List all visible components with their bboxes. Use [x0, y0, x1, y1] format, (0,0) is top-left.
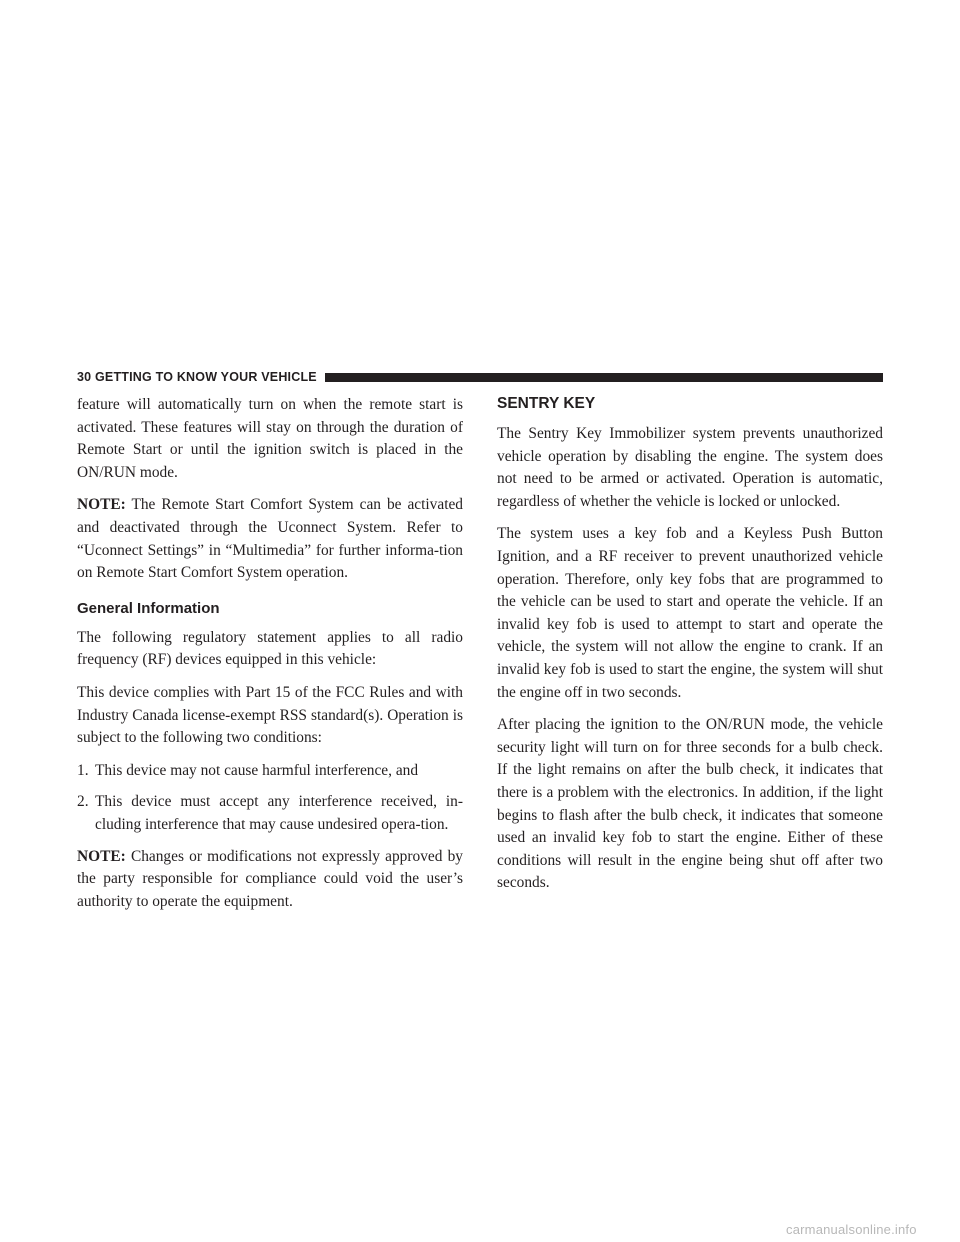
paragraph: The system uses a key fob and a Keyless Push Button Ignition, and a RF receiver to prevent unauthorized vehicle operation. Therefore, only key fobs that are programmed to the vehicle can be used to start and operate the vehicle. If an invalid key fob is used to attempt to start and operate the vehicle, the system will not allow the engine to crank. If an invalid key fob is used to start the engine, the system will shut the engine off in two seconds.	[497, 525, 883, 701]
note-paragraph	[77, 494, 463, 584]
paragraph: This device complies with Part 15 of the FCC Rules and with Industry Canada license-exempt RSS standard(s). Operation is subject to the following two conditions:	[77, 683, 463, 747]
list-text: This device may not cause harmful interference, and	[95, 761, 419, 779]
note-paragraph	[77, 846, 463, 914]
list-number: 1.	[77, 761, 89, 779]
note-text: The Remote Start Comfort System can be activated and deactivated through the Uconnect System. Refer to “Uconnect Settings” in “Multimedia” for further informa-tion on Remote Start Comfort System operation.	[77, 496, 463, 582]
page-header	[77, 367, 883, 387]
list-text: This device must accept any interference received, in-cluding interference that may cause undesired opera-tion.	[95, 793, 463, 833]
watermark: carmanualsonline.info	[786, 1222, 917, 1237]
section-heading: General Information	[77, 599, 220, 617]
section-heading: SENTRY KEY	[497, 395, 596, 412]
list-item	[77, 791, 463, 836]
note-text: Changes or modifications not expressly approved by the party responsible for compliance could void the user’s authority to operate the equipment.	[77, 847, 463, 910]
section-title: GETTING TO KNOW YOUR VEHICLE	[95, 370, 317, 384]
note-label: NOTE:	[77, 847, 126, 865]
list-number: 2.	[77, 793, 89, 811]
paragraph: The Sentry Key Immobilizer system prevents unauthorized vehicle operation by disabling the engine. The system does not need to be armed or activated. Operation is automatic, regardless of whether the vehicle is locked or unlocked.	[497, 425, 883, 510]
header-label	[77, 370, 325, 384]
list-item	[77, 760, 463, 783]
paragraph: feature will automatically turn on when the remote start is activated. These features will stay on through the duration of Remote Start or until the ignition switch is placed in the ON/RUN mode.	[77, 396, 463, 481]
header-rule	[325, 373, 883, 382]
page-number: 30	[77, 370, 92, 384]
left-column	[77, 394, 463, 923]
paragraph: After placing the ignition to the ON/RUN mode, the vehicle security light will turn on for three seconds for a bulb check. If the light remains on after the bulb check, it indicates that there is a problem with the electronics. In addition, if the light begins to flash after the bulb check, it indicates that someone used an invalid key fob to start the engine. Either of these conditions will result in the engine being shut off after two seconds.	[497, 716, 883, 892]
right-column	[497, 394, 883, 905]
note-label: NOTE:	[77, 496, 126, 514]
paragraph: The following regulatory statement applies to all radio frequency (RF) devices equipped in this vehicle:	[77, 628, 463, 669]
